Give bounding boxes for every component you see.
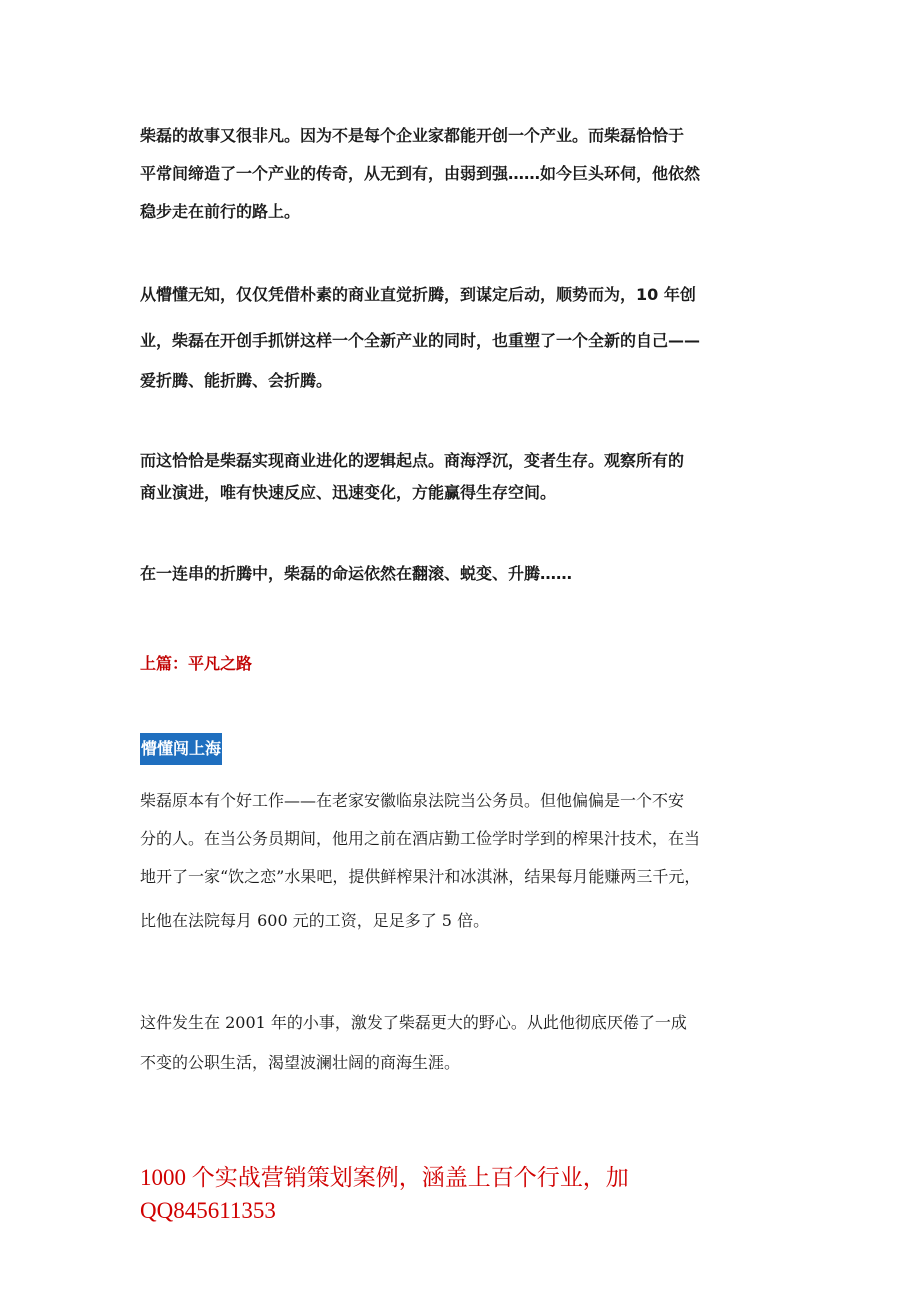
subsection-title <box>140 733 785 765</box>
text-line: 商业演进，唯有快速反应、迅速变化，方能赢得生存空间。 <box>140 483 557 502</box>
text-line: 在一连串的折腾中，柴磊的命运依然在翻滚、蜕变、升腾…… <box>140 564 573 583</box>
text-line: 柴磊原本有个好工作——在老家安徽临泉法院当公务员。但他偏偏是一个不安 <box>140 791 685 810</box>
text-line: 从懵懂无知，仅仅凭借朴素的商业直觉折腾，到谋定后动，顺势而为，10 年创 <box>140 285 696 304</box>
body-paragraph-2 <box>140 1003 785 1083</box>
intro-paragraph-3 <box>140 445 785 509</box>
intro-paragraph-4 <box>140 558 785 590</box>
highlighted-heading: 懵懂闯上海 <box>140 733 222 765</box>
promo-line: 1000 个实战营销策划案例，涵盖上百个行业，加 <box>140 1165 629 1190</box>
text-line: 平常间缔造了一个产业的传奇，从无到有，由弱到强……如今巨头环伺，他依然 <box>140 164 701 183</box>
text-line: 柴磊的故事又很非凡。因为不是每个企业家都能开创一个产业。而柴磊恰恰于 <box>140 126 685 145</box>
text-line: 地开了一家“饮之恋”水果吧，提供鲜榨果汁和冰淇淋，结果每月能赚两三千元， <box>140 867 701 886</box>
text-line: 稳步走在前行的路上。 <box>140 202 301 221</box>
text-line: 爱折腾、能折腾、会折腾。 <box>140 371 333 390</box>
promo-text <box>140 1161 840 1227</box>
section-title: 上篇：平凡之路 <box>140 654 253 673</box>
body-paragraph-1 <box>140 782 785 940</box>
text-line: 这件发生在 2001 年的小事，激发了柴磊更大的野心。从此他彻底厌倦了一成 <box>140 1013 687 1032</box>
text-line: 业，柴磊在开创手抓饼这样一个全新产业的同时，也重塑了一个全新的自己—— <box>140 331 701 350</box>
text-line: 而这恰恰是柴磊实现商业进化的逻辑起点。商海浮沉，变者生存。观察所有的 <box>140 451 685 470</box>
text-line: 不变的公职生活，渴望波澜壮阔的商海生涯。 <box>140 1053 461 1072</box>
text-line: 比他在法院每月 600 元的工资，足足多了 5 倍。 <box>140 911 490 930</box>
intro-paragraph-2 <box>140 272 785 404</box>
text-line: 分的人。在当公务员期间，他用之前在酒店勤工俭学时学到的榨果汁技术，在当 <box>140 829 701 848</box>
intro-paragraph-1 <box>140 117 785 231</box>
promo-qq-number: QQ845611353 <box>140 1198 276 1223</box>
